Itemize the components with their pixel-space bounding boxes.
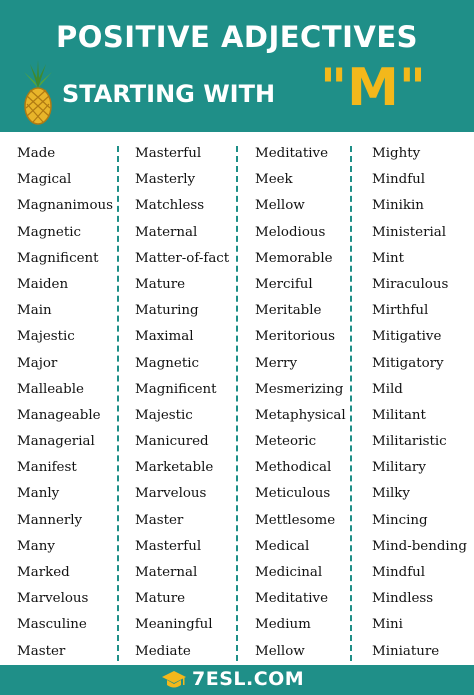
word-item: Merciful (255, 276, 313, 292)
word-item: Meaningful (135, 617, 213, 633)
word-item: Mettlesome (255, 512, 336, 528)
footer-bar (0, 665, 474, 695)
word-item: Mature (135, 591, 186, 607)
word-item: Masculine (17, 617, 87, 633)
word-item: Military (372, 460, 426, 476)
page-subtitle: STARTING WITH (62, 80, 276, 108)
word-column-4 (372, 145, 467, 669)
word-item: Meritorious (255, 329, 336, 345)
column-divider (236, 146, 238, 661)
word-item: Methodical (255, 460, 332, 476)
word-item: Magnetic (17, 224, 81, 240)
highlight-letter: "M" (320, 58, 426, 118)
word-item: Main (17, 303, 52, 319)
word-item: Made (17, 146, 56, 161)
word-item: Marvelous (135, 486, 207, 502)
word-item: Mitigatory (372, 355, 444, 371)
word-item: Mellow (255, 198, 305, 214)
pineapple-icon (18, 58, 58, 126)
word-item: Masterful (135, 538, 202, 554)
word-item: Majestic (17, 329, 75, 345)
word-item: Matchless (135, 198, 205, 214)
graduation-cap-icon (162, 669, 186, 691)
word-item: Memorable (255, 250, 333, 266)
word-item: Minikin (372, 198, 424, 214)
word-item: Magnanimous (17, 198, 114, 214)
word-item: Miraculous (372, 276, 449, 292)
word-item: Maternal (135, 224, 198, 240)
word-item: Meditative (255, 146, 329, 161)
word-item: Magical (17, 172, 72, 188)
word-item: Mind-bending (372, 538, 467, 554)
word-item: Melodious (255, 224, 326, 240)
word-item: Major (17, 355, 58, 371)
word-item: Mindless (372, 591, 434, 607)
word-item: Mirthful (372, 303, 429, 319)
word-item: Manicured (135, 434, 209, 450)
word-item: Maturing (135, 303, 199, 319)
word-item: Maternal (135, 565, 198, 580)
word-item: Many (17, 538, 55, 554)
word-item: Marketable (135, 460, 214, 476)
word-item: Magnificent (17, 250, 99, 266)
header-banner (0, 0, 474, 132)
word-item: Mincing (372, 512, 428, 528)
word-item: Mannerly (17, 512, 83, 528)
word-item: Ministerial (372, 224, 447, 240)
word-item: Mesmerizing (255, 381, 344, 397)
word-item: Magnificent (135, 381, 217, 397)
word-item: Mindful (372, 172, 426, 188)
word-item: Maximal (135, 329, 194, 345)
word-item: Mediate (135, 643, 191, 659)
word-item: Medicinal (255, 565, 323, 580)
word-item: Meteoric (255, 434, 317, 450)
column-divider (350, 146, 352, 661)
word-item: Maiden (17, 276, 69, 292)
word-item: Meticulous (255, 486, 331, 502)
column-divider (117, 146, 119, 661)
word-item: Miniature (372, 643, 440, 659)
page-title: POSITIVE ADJECTIVES (55, 20, 419, 54)
word-item: Masterful (135, 146, 202, 161)
word-column-2 (135, 145, 229, 669)
word-item: Mitigative (372, 329, 442, 345)
word-item: Malleable (17, 381, 84, 397)
word-item: Manageable (17, 407, 101, 423)
word-item: Marvelous (17, 591, 89, 607)
word-item: Manly (17, 486, 60, 502)
word-item: Mighty (372, 146, 421, 161)
word-item: Medical (255, 538, 310, 554)
word-item: Marked (17, 565, 70, 580)
word-item: Militaristic (372, 434, 447, 450)
word-item: Manifest (17, 460, 77, 476)
word-item: Mindful (372, 565, 426, 580)
word-item: Mint (372, 250, 404, 266)
word-item: Majestic (135, 407, 193, 423)
word-item: Mellow (255, 643, 305, 659)
word-item: Masterly (135, 172, 196, 188)
brand-name: 7ESL.COM (192, 668, 305, 690)
word-column-1 (17, 145, 113, 669)
word-item: Matter-of-fact (135, 250, 230, 266)
word-item: Mild (372, 381, 403, 397)
word-item: Meditative (255, 591, 329, 607)
word-item: Mature (135, 276, 186, 292)
word-column-3 (255, 145, 346, 669)
word-item: Medium (255, 617, 311, 633)
word-item: Merry (255, 355, 298, 371)
word-item: Milky (372, 486, 410, 502)
word-item: Meek (255, 172, 293, 188)
word-item: Mini (372, 617, 403, 633)
word-item: Managerial (17, 434, 95, 450)
word-item: Militant (372, 407, 426, 423)
word-item: Metaphysical (255, 407, 346, 423)
word-item: Master (135, 512, 184, 528)
word-item: Master (17, 643, 66, 659)
word-item: Magnetic (135, 355, 199, 371)
word-item: Meritable (255, 303, 322, 319)
